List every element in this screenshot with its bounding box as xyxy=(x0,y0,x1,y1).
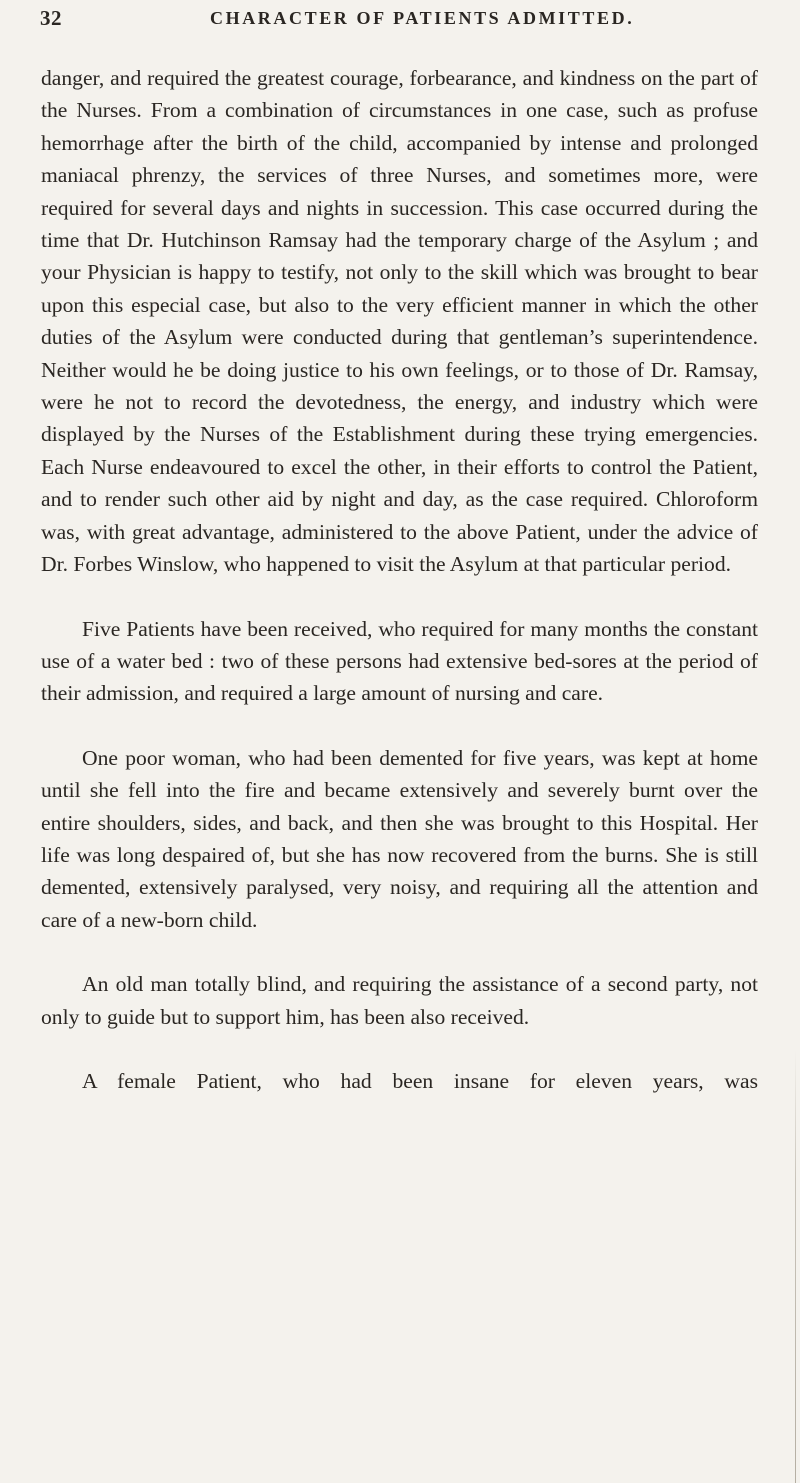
paragraph-3: One poor woman, who had been demented for five years, was kept at home until she fell into the fire and became extensively and severely burnt over the entire shoulders, sides, and back, and then she was brought to this Hospital. Her life was long despaired of, but she has now recovered from the burns. She is still demented, extensively paralysed, very noisy, and requiring all the attention and care of a new-born child. xyxy=(41,745,758,932)
paragraph-1: danger, and required the greatest courage, forbearance, and kindness on the part of the Nurses. From a combination of circumstances in one case, such as profuse hemorrhage after the birth of the child, accompanied by intense and prolonged maniacal phrenzy, the services of three Nurses, and sometimes more, were required for several days and nights in succession. This case occurred during the time that Dr. Hutchinson Ramsay had the temporary charge of the Asylum ; and your Physician is happy to testify, not only to the skill which was brought to bear upon this especial case, but also to the very efficient manner in which the other duties of the Asylum were conducted during that gentleman’s superintendence. Neither would he be doing justice to his own feelings, or to those of Dr. Ramsay, were he not to record the devotedness, the energy, and industry which were displayed by the Nurses of the Establishment during these trying emergencies. Each Nurse endeavoured to excel the other, in their efforts to control the Patient, and to render such other aid by night and day, as the case required. Chloroform was, with great advantage, administered to the above Patient, under the advice of Dr. Forbes Winslow, who happened to visit the Asylum at that particular period. xyxy=(41,66,758,577)
paragraph-2: Five Patients have been received, who required for many months the constant use of a water bed : two of these persons had extensive bed-sores at the period of their admission, and required a large amount of nursing and care. xyxy=(41,616,758,706)
paragraph-5: A female Patient, who had been insane for eleven years, was xyxy=(82,1068,758,1093)
body-text xyxy=(41,62,758,1097)
page-number: 32 xyxy=(40,6,62,30)
page-header xyxy=(40,6,760,36)
page-edge-shadow xyxy=(795,1050,796,1483)
running-head: CHARACTER OF PATIENTS ADMITTED. xyxy=(210,8,635,28)
paragraph-4: An old man totally blind, and requiring the assistance of a second party, not only to guide but to support him, has been also received. xyxy=(41,972,758,1029)
